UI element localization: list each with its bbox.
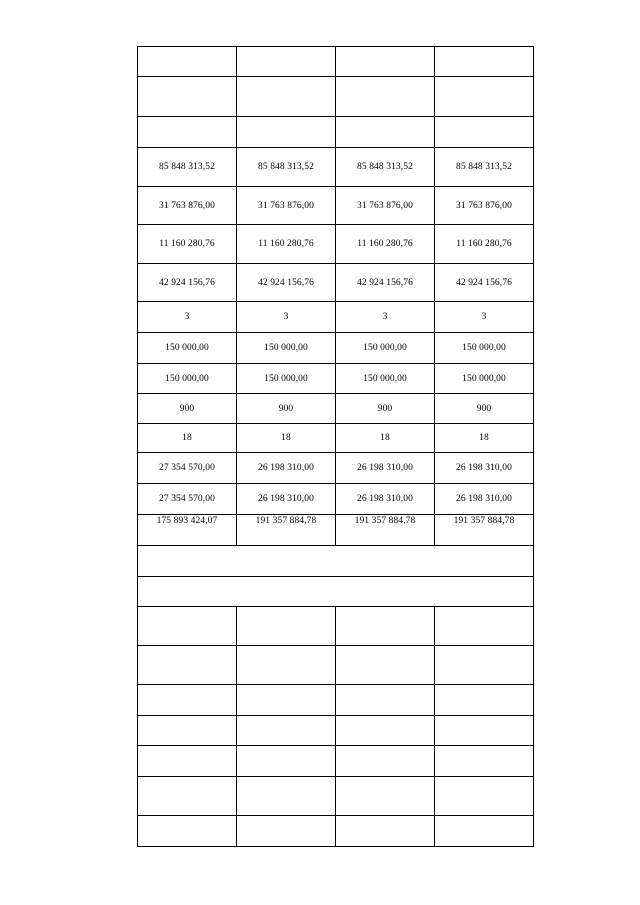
table-cell	[335, 777, 434, 815]
table-cell	[236, 716, 335, 745]
table-cell: 150 000,00	[236, 333, 335, 363]
table-cell: 27 354 570,00	[159, 494, 215, 504]
table-row	[137, 332, 534, 363]
table-cell: 27 354 570,00	[159, 463, 215, 473]
table-row	[137, 186, 534, 224]
table-cell: 31 763 876,00	[159, 200, 215, 211]
table-cell	[138, 607, 236, 645]
table-cell: 191 357 884,78	[236, 515, 335, 545]
table-cell: 85 848 313,52	[335, 148, 434, 186]
table-cell	[138, 77, 236, 116]
table-row	[137, 452, 534, 483]
table-cell	[138, 47, 236, 76]
table-cell: 26 198 310,00	[335, 453, 434, 483]
table-cell	[434, 77, 533, 116]
table-cell	[335, 117, 434, 147]
table-cell: 191 357 884,78	[335, 515, 434, 545]
table-cell	[434, 47, 533, 76]
table-cell	[138, 685, 236, 715]
table-cell: 85 848 313,52	[236, 148, 335, 186]
table-cell: 150 000,00	[434, 333, 533, 363]
table-cell	[236, 77, 335, 116]
table-row	[137, 76, 534, 116]
table-cell: 11 160 280,76	[236, 225, 335, 263]
table-cell	[236, 777, 335, 815]
table-cell: 175 893 424,07	[156, 516, 218, 526]
table-row	[137, 224, 534, 263]
table-cell: 31 763 876,00	[434, 187, 533, 224]
table-cell	[138, 816, 236, 846]
table-cell: 150 000,00	[335, 333, 434, 363]
table-cell	[138, 716, 236, 745]
table-row	[137, 423, 534, 452]
data-table	[137, 46, 534, 846]
table-cell: 3	[434, 302, 533, 332]
table-row	[137, 301, 534, 332]
table-cell: 11 160 280,76	[434, 225, 533, 263]
table-row	[137, 606, 534, 645]
table-cell	[236, 646, 335, 684]
table-cell	[335, 685, 434, 715]
table-cell	[236, 607, 335, 645]
table-cell: 150 000,00	[165, 373, 209, 384]
table-cell: 18	[434, 424, 533, 452]
table-cell: 900	[335, 394, 434, 423]
table-row	[137, 263, 534, 301]
table-cell	[335, 746, 434, 776]
table-cell	[236, 117, 335, 147]
table-cell	[335, 646, 434, 684]
table-cell	[138, 117, 236, 147]
table-row	[137, 514, 534, 545]
table-cell	[335, 607, 434, 645]
table-cell	[434, 117, 533, 147]
table-row	[137, 776, 534, 815]
table-cell: 3	[184, 312, 190, 322]
merged-cell	[138, 577, 533, 606]
table-cell: 11 160 280,76	[159, 239, 215, 249]
table-cell	[434, 746, 533, 776]
table-cell: 31 763 876,00	[335, 187, 434, 224]
table-cell: 900	[236, 394, 335, 423]
table-cell: 31 763 876,00	[236, 187, 335, 224]
table-row	[137, 46, 534, 76]
table-row	[137, 483, 534, 514]
table-cell: 11 160 280,76	[335, 225, 434, 263]
table-row	[137, 147, 534, 186]
table-cell: 18	[335, 424, 434, 452]
table-cell	[335, 816, 434, 846]
table-row	[137, 715, 534, 745]
table-cell	[335, 77, 434, 116]
table-cell: 26 198 310,00	[236, 453, 335, 483]
table-cell	[236, 685, 335, 715]
table-cell: 3	[236, 302, 335, 332]
table-cell	[236, 816, 335, 846]
table-cell: 26 198 310,00	[434, 453, 533, 483]
table-row	[137, 745, 534, 776]
table-cell	[138, 777, 236, 815]
table-cell	[335, 716, 434, 745]
table-row	[137, 645, 534, 684]
table-cell	[434, 646, 533, 684]
table-cell	[335, 47, 434, 76]
table-cell	[434, 816, 533, 846]
table-row	[137, 116, 534, 147]
table-cell: 900	[434, 394, 533, 423]
table-cell	[434, 685, 533, 715]
table-cell: 85 848 313,52	[434, 148, 533, 186]
table-cell	[236, 47, 335, 76]
table-cell: 18	[236, 424, 335, 452]
table-cell	[138, 646, 236, 684]
table-cell: 18	[182, 433, 192, 443]
table-cell: 900	[179, 403, 195, 414]
table-cell: 150 000,00	[236, 364, 335, 393]
table-cell	[434, 716, 533, 745]
table-cell	[434, 607, 533, 645]
table-row	[137, 545, 534, 576]
table-row	[137, 684, 534, 715]
table-row	[137, 815, 534, 847]
table-cell	[138, 746, 236, 776]
table-cell: 26 198 310,00	[335, 484, 434, 514]
table-cell	[434, 777, 533, 815]
table-cell: 191 357 884,78	[434, 515, 533, 545]
table-cell: 42 924 156,76	[434, 264, 533, 301]
table-cell	[236, 746, 335, 776]
table-row	[137, 363, 534, 393]
table-cell: 85 848 313,52	[159, 162, 215, 172]
table-cell: 3	[335, 302, 434, 332]
merged-cell	[138, 546, 533, 576]
table-cell: 150 000,00	[165, 343, 209, 353]
table-cell: 42 924 156,76	[335, 264, 434, 301]
table-cell: 26 198 310,00	[434, 484, 533, 514]
table-cell: 150 000,00	[434, 364, 533, 393]
table-cell: 42 924 156,76	[236, 264, 335, 301]
table-cell: 42 924 156,76	[159, 277, 215, 288]
table-cell: 26 198 310,00	[236, 484, 335, 514]
table-row	[137, 576, 534, 606]
table-cell: 150 000,00	[335, 364, 434, 393]
table-row	[137, 393, 534, 423]
